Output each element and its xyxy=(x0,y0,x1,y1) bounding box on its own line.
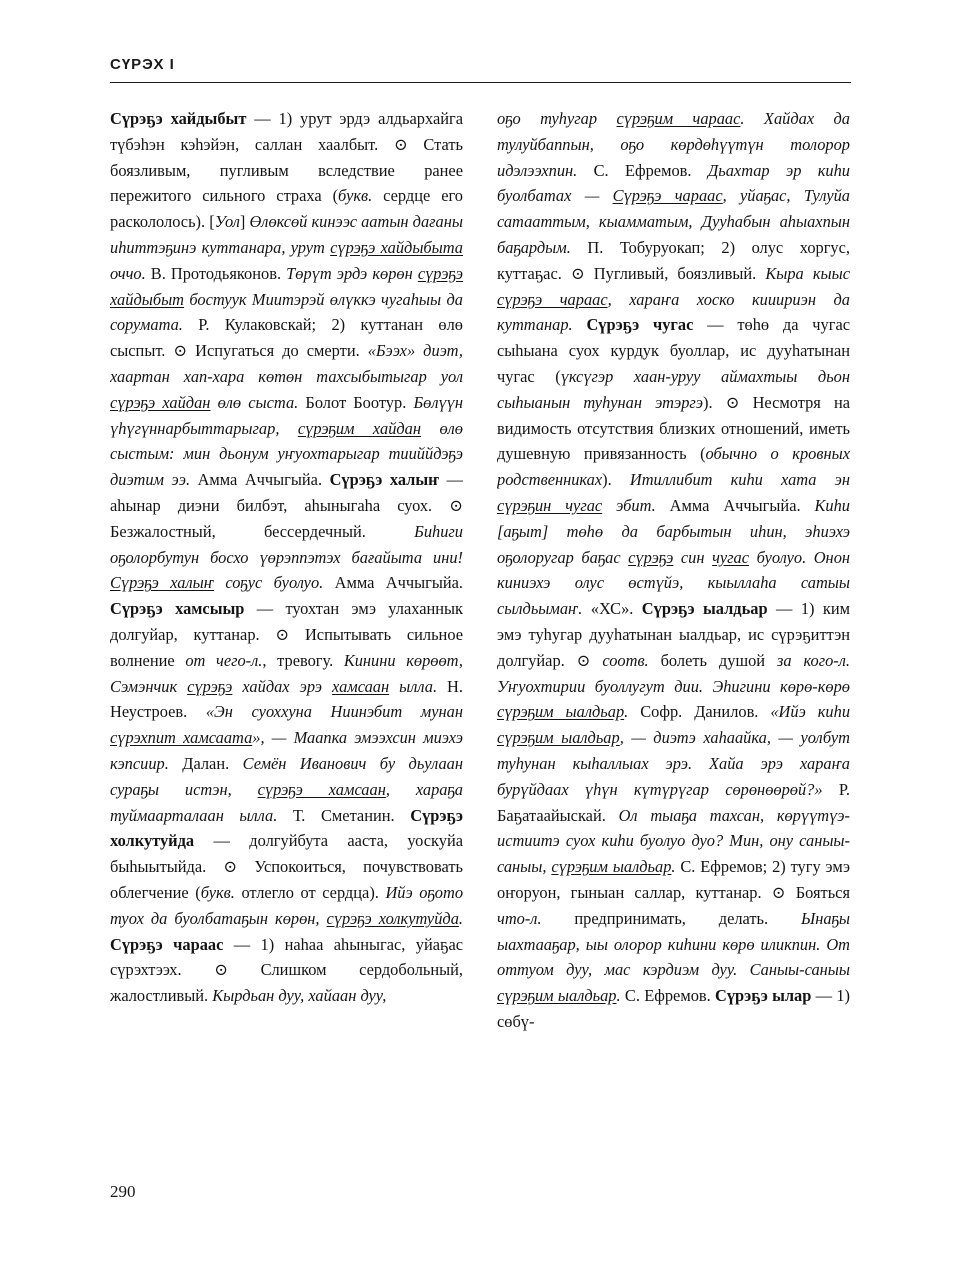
run-example-headword: сүрэҕэ хайдыбыт xyxy=(110,263,463,309)
right-column-text xyxy=(497,106,850,1035)
run-example: , хараҕа туймаарталаан ылла. xyxy=(110,779,463,825)
run-headword: Сүрэҕэ чугас xyxy=(586,315,694,335)
run-text: С. Ефремов; 2) тугу эмэ оҥоруон, гыныан саллар, куттанар. ⊙ Бояться xyxy=(497,857,850,902)
run-example-headword: сүрэҕим ыалдьар xyxy=(497,728,620,748)
run-example-headword: сүрэҕим чараас xyxy=(616,109,741,128)
run-example: «Ийэ киһи xyxy=(770,702,850,722)
run-example: буолуо. Онон киниэхэ олус өстүйэ, кыыллаһа сатыы сылдьымаҥ. xyxy=(497,547,850,619)
run-example-headword: чугас xyxy=(712,547,750,567)
run-example-headword: сүрэҕэ хамсаан xyxy=(257,779,386,799)
run-example: Кыра кыыс xyxy=(765,263,850,283)
run-example: син xyxy=(673,547,713,567)
run-text: предпринимать, делать. xyxy=(541,908,801,928)
run-example: Бөлүүн үһүгүннарбыттарыгар, xyxy=(110,392,463,438)
run-example: аҕыт xyxy=(503,521,542,541)
run-example: Уол xyxy=(214,212,240,232)
run-text: отлегло от сердца). xyxy=(234,882,386,902)
run-text: ] xyxy=(239,212,250,232)
run-example-headword: сүрэҕим ыалдьар xyxy=(497,986,617,1006)
run-example: что-л. xyxy=(497,908,542,928)
run-example: оҕо туһугар xyxy=(497,109,617,128)
run-text: С. Ефремов. xyxy=(577,160,708,180)
run-example: Өлөксөй кинээс аатын дағаны иһиттэҕинэ куттанара, урут xyxy=(110,212,463,257)
run-example-headword: сүрэҕэ хайдыбыта xyxy=(330,237,463,257)
run-example: соотв. xyxy=(602,650,649,670)
run-example: эбит. xyxy=(602,495,656,515)
run-headword: Сүрэҕэ холкутуйда xyxy=(110,805,463,851)
run-example: оччо. xyxy=(110,263,146,283)
run-headword: Сүрэҕэ хамсыыр xyxy=(110,599,245,619)
run-example-headword: сүрэҕэ хайдан xyxy=(110,392,211,412)
run-example: Киһи [ xyxy=(497,495,850,541)
run-example: букв. xyxy=(200,882,235,902)
run-text: — туохтан эмэ улаханнык долгуйар, куттанар. ⊙ Испытывать сильное волнение xyxy=(110,599,463,670)
run-text: Амма Аччыгыйа. xyxy=(323,573,463,593)
run-example: соҕус буолуо. xyxy=(213,573,324,593)
run-text xyxy=(573,315,587,334)
run-text: сердце его раскололось). [ xyxy=(110,186,463,232)
run-example: . xyxy=(624,702,629,722)
run-example-headword: хамсаан xyxy=(332,676,390,696)
run-example: бостуук Миитэрэй өлүккэ чугаһыы да сорумата. xyxy=(110,289,463,335)
run-example: Уҥуохтирии буоллугут дии. Эһигини көрө-көрө xyxy=(497,676,850,696)
run-example-headword: сүрэҕэ чараас xyxy=(497,289,608,309)
running-header xyxy=(110,54,851,83)
run-headword: Сүрэҕэ хайдыбыт xyxy=(110,109,247,128)
run-text: В. Протодьяконов. xyxy=(145,263,287,283)
run-text: Амма Аччыгыйа. xyxy=(190,470,330,490)
run-example: . xyxy=(671,857,676,877)
run-example: Ийэ оҕото туох да буолбатаҕын көрөн, xyxy=(110,882,463,928)
run-headword: Сүрэҕэ ылар xyxy=(715,986,812,1006)
run-text: Н. Неустроев. xyxy=(110,676,463,722)
run-text: , тревогу. xyxy=(262,650,344,670)
run-example: », — Маапка эмээхсин миэхэ кэпсиир. xyxy=(110,728,463,773)
run-example-headword: сүрэҕин чугас xyxy=(497,495,603,515)
run-example: ылла. xyxy=(389,676,438,696)
run-example: , — диэтэ хаһаайка, — уолбут туһунан кыһаллыах эрэ. Хайа эрэ хараҥа бурүйдаах үһүн күтүрүгар сөрөнөөрөй?» xyxy=(497,728,850,799)
run-text: болеть душой xyxy=(648,650,777,670)
header-title: СҮРЭХ I xyxy=(110,56,175,73)
run-text: Т. Сметанин. xyxy=(277,805,411,825)
run-text: Амма Аччыгыйа. xyxy=(655,495,815,515)
run-example: Кинини көрөөт, Сэмэнчик xyxy=(110,650,463,696)
run-example: . Хайдах да тулуйбаппын, оҕо көрдөһүүтүн толорор идэлээхпин. xyxy=(497,109,850,180)
run-example: Ол тыаҕа тахсан, көрүүтүэ-истиитэ суох киһи буолуо дуо? Мин, ону саныы-саныы, xyxy=(497,805,850,877)
run-example-headword: Сүрэҕэ халыҥ xyxy=(110,573,214,593)
run-example: , уйаҕас, Тулуйа сатааттым, кыамматым, Дууһабын аһыахпын баҕардым. xyxy=(497,186,850,257)
left-column-text xyxy=(110,106,463,1009)
run-text: П. Тобуруокап; 2) олус хоргус, куттаҕас. ⊙ Пугливый, боязливый. xyxy=(497,237,850,283)
run-text: — 1) сөбү- xyxy=(497,986,850,1031)
run-text: — төһө да чугас сыһыана суох курдук буоллар, ис дууһатынан чугас ( xyxy=(497,315,850,386)
run-text: С. Ефремов. xyxy=(620,986,716,1006)
run-example: Биһиги оҕолорбутун босхо үөрэппэтэх бағайыта ини! xyxy=(110,521,463,567)
run-text: — 1) наһаа аһыныгас, уйаҕас сүрэхтээх. ⊙ Слишком сердобольный, жалостливый. xyxy=(110,934,463,1006)
run-headword: Сүрэҕэ чараас xyxy=(110,934,224,954)
run-example: «Эн суоххуна Ниинэбит мунан xyxy=(205,702,463,722)
page-number: 290 xyxy=(110,1182,136,1201)
run-text: Софр. Данилов. xyxy=(628,702,771,722)
run-text: ). ⊙ Несмотря на видимость отсутствия близких отношений, иметь душевную привязанность ( xyxy=(497,392,850,464)
run-headword: Сүрэҕэ ыалдьар xyxy=(641,599,768,619)
run-text: Р. Баҕатаайыскай. xyxy=(497,779,850,825)
run-text: Далан. xyxy=(168,753,243,773)
run-example: Итиллибит киһи хата эн xyxy=(629,470,850,490)
run-example: за кого-л. xyxy=(776,650,850,670)
run-example: обычно о кровных родственниках xyxy=(497,444,850,490)
run-example: букв. xyxy=(338,186,373,206)
run-example: Кырдьан дуу, хайаан дуу, xyxy=(212,986,387,1006)
left-column xyxy=(110,106,463,1176)
run-example: хайдах эрэ xyxy=(232,676,333,696)
run-example: үксүгэр хаан-уруу аймахтыы дьон сыһыанын туһунан этэргэ xyxy=(497,366,850,412)
run-text: ). xyxy=(602,470,630,490)
run-example: от чего-л. xyxy=(185,650,263,670)
run-example-headword: сүрэҕим хайдан xyxy=(297,418,422,438)
run-example: Семён Иванович бу дьулаан сураҕы истэн, xyxy=(110,753,463,799)
run-example: . xyxy=(616,986,621,1006)
run-text: Р. Кулаковскай; 2) куттанан өлө сыспыт. ⊙ Испугаться до смерти. xyxy=(110,315,463,361)
run-text: «ХС». xyxy=(582,599,642,619)
run-example-headword: Сүрэҕэ чараас xyxy=(612,186,723,206)
run-example-headword: сүрэҕим ыалдьар xyxy=(551,857,672,877)
right-column xyxy=(497,106,850,1176)
run-example: Дьахтар эр киһи буолбатах — xyxy=(497,160,850,206)
run-example-headword: сүрэҕэ xyxy=(187,676,233,696)
run-example-headword: сүрэҕэ xyxy=(628,547,674,567)
run-text: — долгуйбута ааста, уоскуйа быһыытыйда. ⊙ Успокоиться, почувствовать облегчение ( xyxy=(110,831,463,902)
run-example: «Бээх» диэт, хаартан хап-хара көтөн тахсыбытыгар уол xyxy=(110,341,463,386)
run-text: — 1) урут эрдэ алдьархайга түбэһэн кэһэйэн, саллан хаалбыт. ⊙ Стать боязливым, пугливым вследствие ранее пережитого сильного страха ( xyxy=(110,109,463,206)
run-example: өлө сыста. xyxy=(210,392,299,412)
run-example: Ынаҕы ыахтааҕар, ыы олорор киһини көрө иликпин. От оттуом дуу, мас кэрдиэм дуу. Саныы-саныы xyxy=(497,908,850,980)
run-example: . xyxy=(458,908,463,928)
run-text: — аһынар диэни билбэт, аһыныгаһа суох. ⊙ Безжалостный, бессердечный. xyxy=(110,470,463,541)
run-example: , хараҥа хоско кииириэн да куттанар. xyxy=(497,289,850,335)
run-example-headword: сүрэхпит хамсаата xyxy=(110,728,253,748)
run-text: Болот Боотур. xyxy=(298,392,414,412)
run-example-headword: сүрэҕэ холкутуйда xyxy=(326,908,459,928)
run-example-headword: сүрэҕим ыалдьар xyxy=(497,702,625,722)
run-example: Төрүт эрдэ көрөн xyxy=(286,263,418,283)
run-example: ] төһө да барбытын иһин, эһиэхэ оҕолоругар баҕас xyxy=(497,521,850,567)
run-headword: Сүрэҕэ халыҥ xyxy=(329,470,440,490)
run-text: — 1) ким эмэ туһугар дууһатынан ыалдьар, ис сүрэҕиттэн долгуйар. ⊙ xyxy=(497,599,850,670)
run-example: өлө сыстым: мин дьонум уҥуохтарыгар тииййдэҕэ диэтим ээ. xyxy=(110,418,463,490)
